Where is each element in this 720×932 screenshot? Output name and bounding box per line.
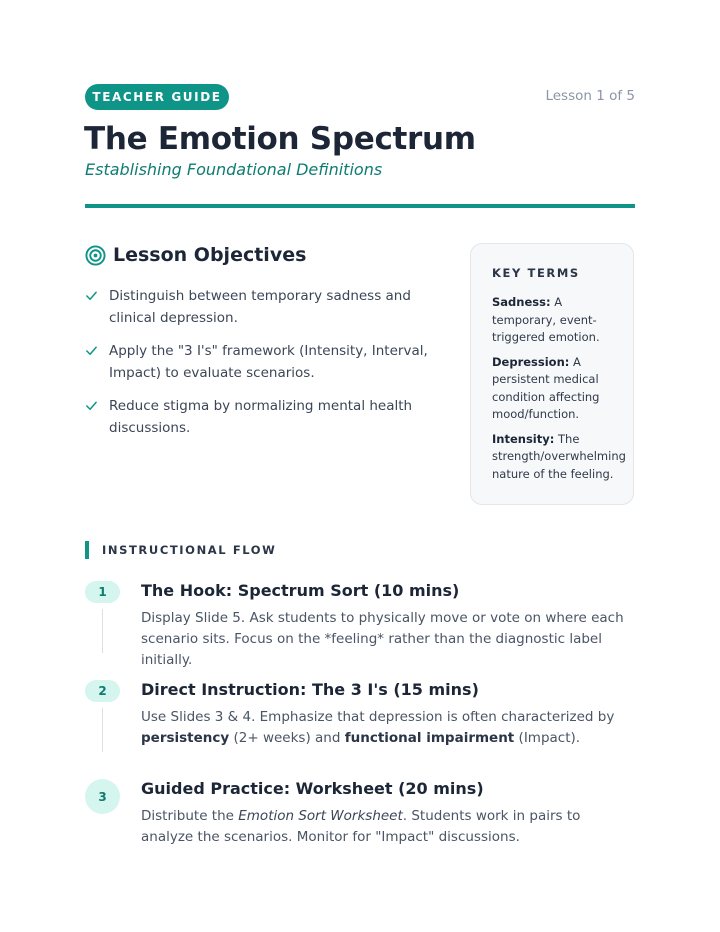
page-title: The Emotion Spectrum [84,121,476,157]
step-description-text: . Students work in pairs to analyze the scenarios. Monitor for "Impact" discussions. [141,808,581,845]
key-terms-card [470,243,634,505]
step-number-badge: 1 [85,581,120,603]
objective-item [85,340,455,384]
objectives-title: Lesson Objectives [113,244,307,266]
instructional-flow-heading: INSTRUCTIONAL FLOW [85,541,276,559]
term-sadness [492,294,623,347]
page-subtitle: Establishing Foundational Definitions [85,160,383,179]
step-title: Guided Practice: Worksheet (20 mins) [141,779,484,798]
step-connector [102,708,103,752]
step-title: The Hook: Spectrum Sort (10 mins) [141,581,460,600]
term-name: Depression: [492,354,570,369]
step-description-text: Distribute the [141,808,239,824]
check-icon [85,399,98,412]
term-intensity [492,431,626,484]
key-terms-title: KEY TERMS [492,266,580,280]
teacher-guide-badge: TEACHER GUIDE [85,84,229,110]
objective-text: Apply the "3 I's" framework (Intensity, Interval, Impact) to evaluate scenarios. [109,343,428,381]
term-definition: The strength/overwhelming nature of the feeling. [492,431,626,481]
header-divider [85,204,635,208]
objectives-list [85,285,455,450]
step-description-text: (Impact). [514,730,581,746]
step-description [141,806,635,848]
step-description [141,707,635,749]
step-description-text: Use Slides 3 & 4. Emphasize that depression is often characterized by [141,709,615,725]
step-number-badge: 3 [85,779,120,814]
step-number-badge: 2 [85,680,120,702]
lesson-count: Lesson 1 of 5 [545,88,635,104]
objectives-header [85,244,306,266]
step-emphasis: persistency [141,730,230,746]
term-name: Sadness: [492,295,551,309]
objective-item [85,395,455,439]
step-connector [102,609,103,653]
step-emphasis: functional impairment [344,730,515,746]
term-definition: A persistent medical condition affecting mood/function. [492,354,600,421]
worksheet-title: Emotion Sort Worksheet [238,808,403,824]
target-icon [85,245,106,266]
step-description-text: (2+ weeks) and [229,730,345,746]
term-definition: A temporary, event-triggered emotion. [492,295,600,344]
step-title: Direct Instruction: The 3 I's (15 mins) [141,680,479,699]
term-name: Intensity: [492,431,555,446]
objective-text: Reduce stigma by normalizing mental health discussions. [109,398,413,436]
objective-text: Distinguish between temporary sadness and clinical depression. [109,288,411,326]
check-icon [85,289,98,302]
step-description-text: Display Slide 5. Ask students to physically move or vote on where each scenario sits. Focus on the *feeling* rather than the diagnostic label initially. [141,610,624,668]
term-depression [492,354,623,424]
objective-item [85,285,455,329]
check-icon [85,344,98,357]
step-description [141,608,635,671]
